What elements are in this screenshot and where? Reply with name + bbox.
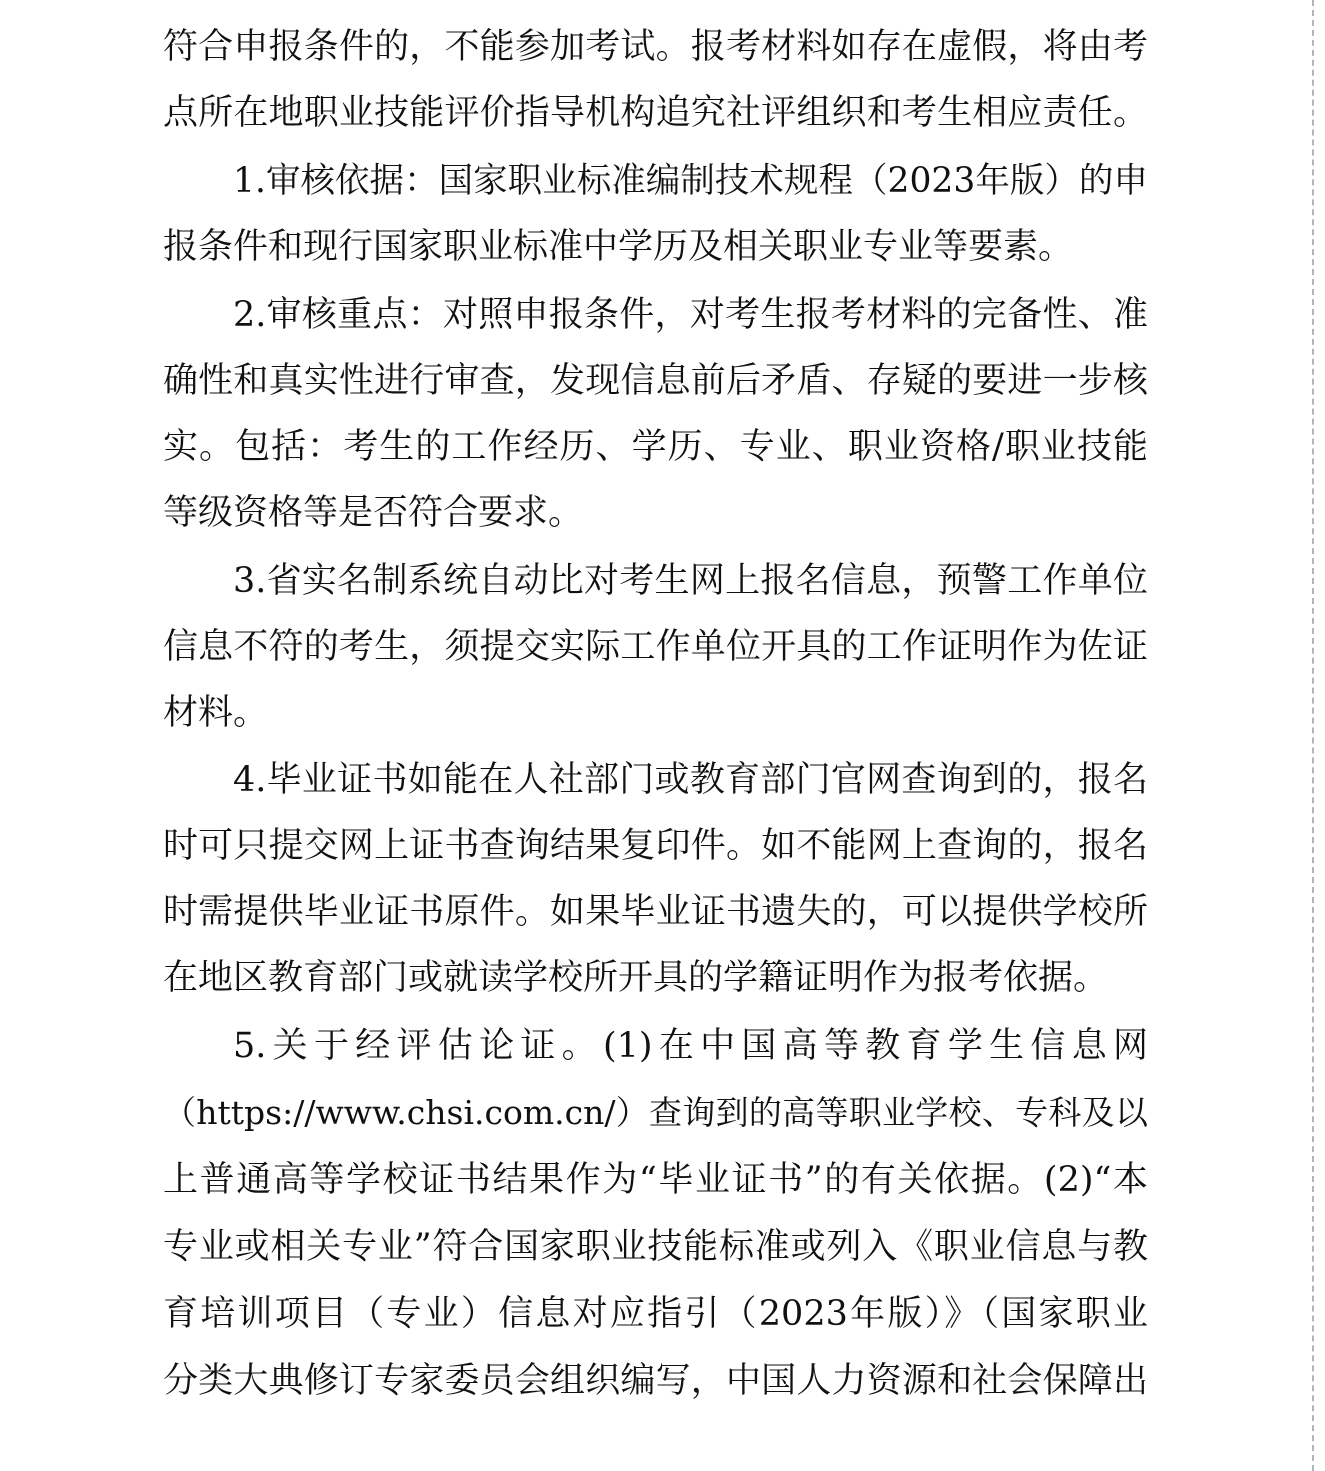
text-line: 育培训项目（专业）信息对应指引（2023年版）》（国家职业: [163, 1294, 1148, 1334]
text-line: 等级资格等是否符合要求。: [163, 493, 584, 533]
text-line: 在地区教育部门或就读学校所开具的学籍证明作为报考依据。: [163, 958, 1109, 998]
text-line: 分类大典修订专家委员会组织编写，中国人力资源和社会保障出: [163, 1361, 1148, 1401]
text-line: 4.毕业证书如能在人社部门或教育部门官网查询到的，报名: [233, 760, 1148, 800]
text-line: 点所在地职业技能评价指导机构追究社评组织和考生相应责任。: [163, 93, 1148, 133]
text-line: 2.审核重点：对照申报条件，对考生报考材料的完备性、准: [233, 295, 1148, 335]
text-line: 3.省实名制系统自动比对考生网上报名信息，预警工作单位: [233, 561, 1148, 601]
text-line: 5.关于经评估论证。(1)在中国高等教育学生信息网: [233, 1026, 1148, 1066]
text-line: （https://www.chsi.com.cn/）查询到的高等职业学校、专科及以: [163, 1093, 1148, 1132]
text-line: 专业或相关专业”符合国家职业技能标准或列入《职业信息与教: [163, 1227, 1148, 1267]
text-line: 实。包括：考生的工作经历、学历、专业、职业资格/职业技能: [163, 427, 1148, 467]
text-line: 确性和真实性进行审查，发现信息前后矛盾、存疑的要进一步核: [163, 361, 1148, 401]
text-line: 1.审核依据：国家职业标准编制技术规程（2023年版）的申: [233, 161, 1148, 201]
text-line: 符合申报条件的，不能参加考试。报考材料如存在虚假，将由考: [163, 27, 1148, 67]
text-line: 上普通高等学校证书结果作为“毕业证书”的有关依据。(2)“本: [163, 1160, 1148, 1200]
text-line: 时可只提交网上证书查询结果复印件。如不能网上查询的，报名: [163, 826, 1148, 866]
page-edge-divider: [1312, 0, 1314, 1471]
text-line: 材料。: [163, 693, 269, 733]
text-line: 信息不符的考生，须提交实际工作单位开具的工作证明作为佐证: [163, 627, 1148, 667]
text-line: 报条件和现行国家职业标准中学历及相关职业专业等要素。: [163, 227, 1074, 267]
text-line: 时需提供毕业证书原件。如果毕业证书遗失的，可以提供学校所: [163, 892, 1148, 932]
